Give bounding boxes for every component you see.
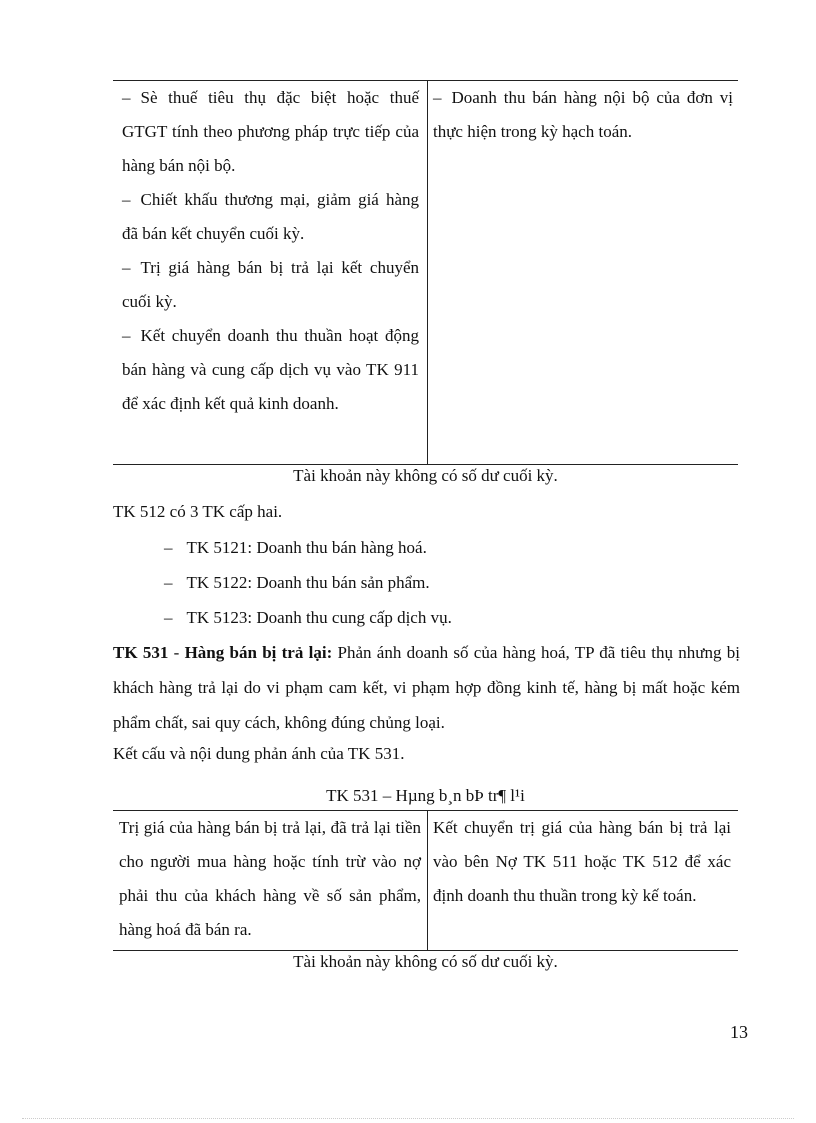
account-table-tk531 <box>113 810 738 951</box>
tk512-sub-item: – TK 5122: Doanh thu bán sản phẩm. <box>164 573 430 592</box>
debit-item: – Sè thuế tiêu thụ đặc biệt hoặc thuế GTGT tính theo phương pháp trực tiếp của hàng bán nội bộ. <box>122 88 419 175</box>
tk531-code: TK 531 <box>113 643 169 662</box>
dash-bullet: – <box>164 573 173 592</box>
structure-line: Kết cấu và nội dung phản ánh của TK 531. <box>113 744 405 763</box>
tk512-sub-item: – TK 5123: Doanh thu cung cấp dịch vụ. <box>164 608 452 627</box>
credit-column: Kết chuyển trị giá của hàng bán bị trả lại vào bên Nợ TK 511 hoặc TK 512 để xác định doanh thu thuần trong kỳ kế toán. <box>433 818 731 905</box>
dash-bullet: – <box>164 608 173 627</box>
table2-note: Tài khoản này không có số dư cuối kỳ. <box>293 952 558 971</box>
dash-bullet: – <box>122 258 131 277</box>
dash-bullet: – <box>122 190 131 209</box>
dash-bullet: – <box>164 538 173 557</box>
credit-column <box>433 81 733 149</box>
footer-divider <box>22 1118 794 1119</box>
table2-caption: TK 531 – Hµng b¸n bÞ tr¶ l¹i <box>326 786 525 805</box>
table1-note: Tài khoản này không có số dư cuối kỳ. <box>293 466 558 485</box>
page-number: 13 <box>730 1022 748 1042</box>
column-divider <box>427 811 428 950</box>
debit-column: Trị giá của hàng bán bị trả lại, đã trả lại tiền cho người mua hàng hoặc tính trừ vào nợ phải thu của khách hàng về số sản phẩm, hàng hoá đã bán ra. <box>119 818 421 939</box>
debit-item: – Chiết khấu thương mại, giảm giá hàng đã bán kết chuyển cuối kỳ. <box>122 190 419 243</box>
credit-item: – Doanh thu bán hàng nội bộ của đơn vị thực hiện trong kỳ hạch toán. <box>433 88 733 141</box>
tk531-description: Phản ánh doanh số của hàng hoá, TP đã tiêu thụ nhưng bị khách hàng trả lại do vi phạm cam kết, vi phạm hợp đồng kinh tế, hàng bị mất hoặc kém phẩm chất, sai quy cách, không đúng chủng loại. <box>113 643 740 732</box>
column-divider <box>427 81 428 464</box>
tk512-intro: TK 512 có 3 TK cấp hai. <box>113 502 283 521</box>
debit-item: – Trị giá hàng bán bị trả lại kết chuyển cuối kỳ. <box>122 258 419 311</box>
dash-bullet: – <box>122 88 131 107</box>
dash-bullet: – <box>433 88 442 107</box>
debit-column <box>122 81 419 421</box>
tk531-name: Hàng bán bị trả lại: <box>184 643 333 662</box>
debit-item: – Kết chuyển doanh thu thuần hoạt động bán hàng và cung cấp dịch vụ vào TK 911 để xác định kết quả kinh doanh. <box>122 326 419 413</box>
tk531-paragraph: TK 531 - Hàng bán bị trả lại: Phản ánh doanh số của hàng hoá, TP đã tiêu thụ nhưng bị khách hàng trả lại do vi phạm cam kết, vi phạm hợp đồng kinh tế, hàng bị mất hoặc kém phẩm chất, sai quy cách, không đúng chủng loại. <box>113 643 740 732</box>
tk512-sub-item: – TK 5121: Doanh thu bán hàng hoá. <box>164 538 427 557</box>
account-table-tk512 <box>113 80 738 465</box>
dash-bullet: – <box>122 326 131 345</box>
